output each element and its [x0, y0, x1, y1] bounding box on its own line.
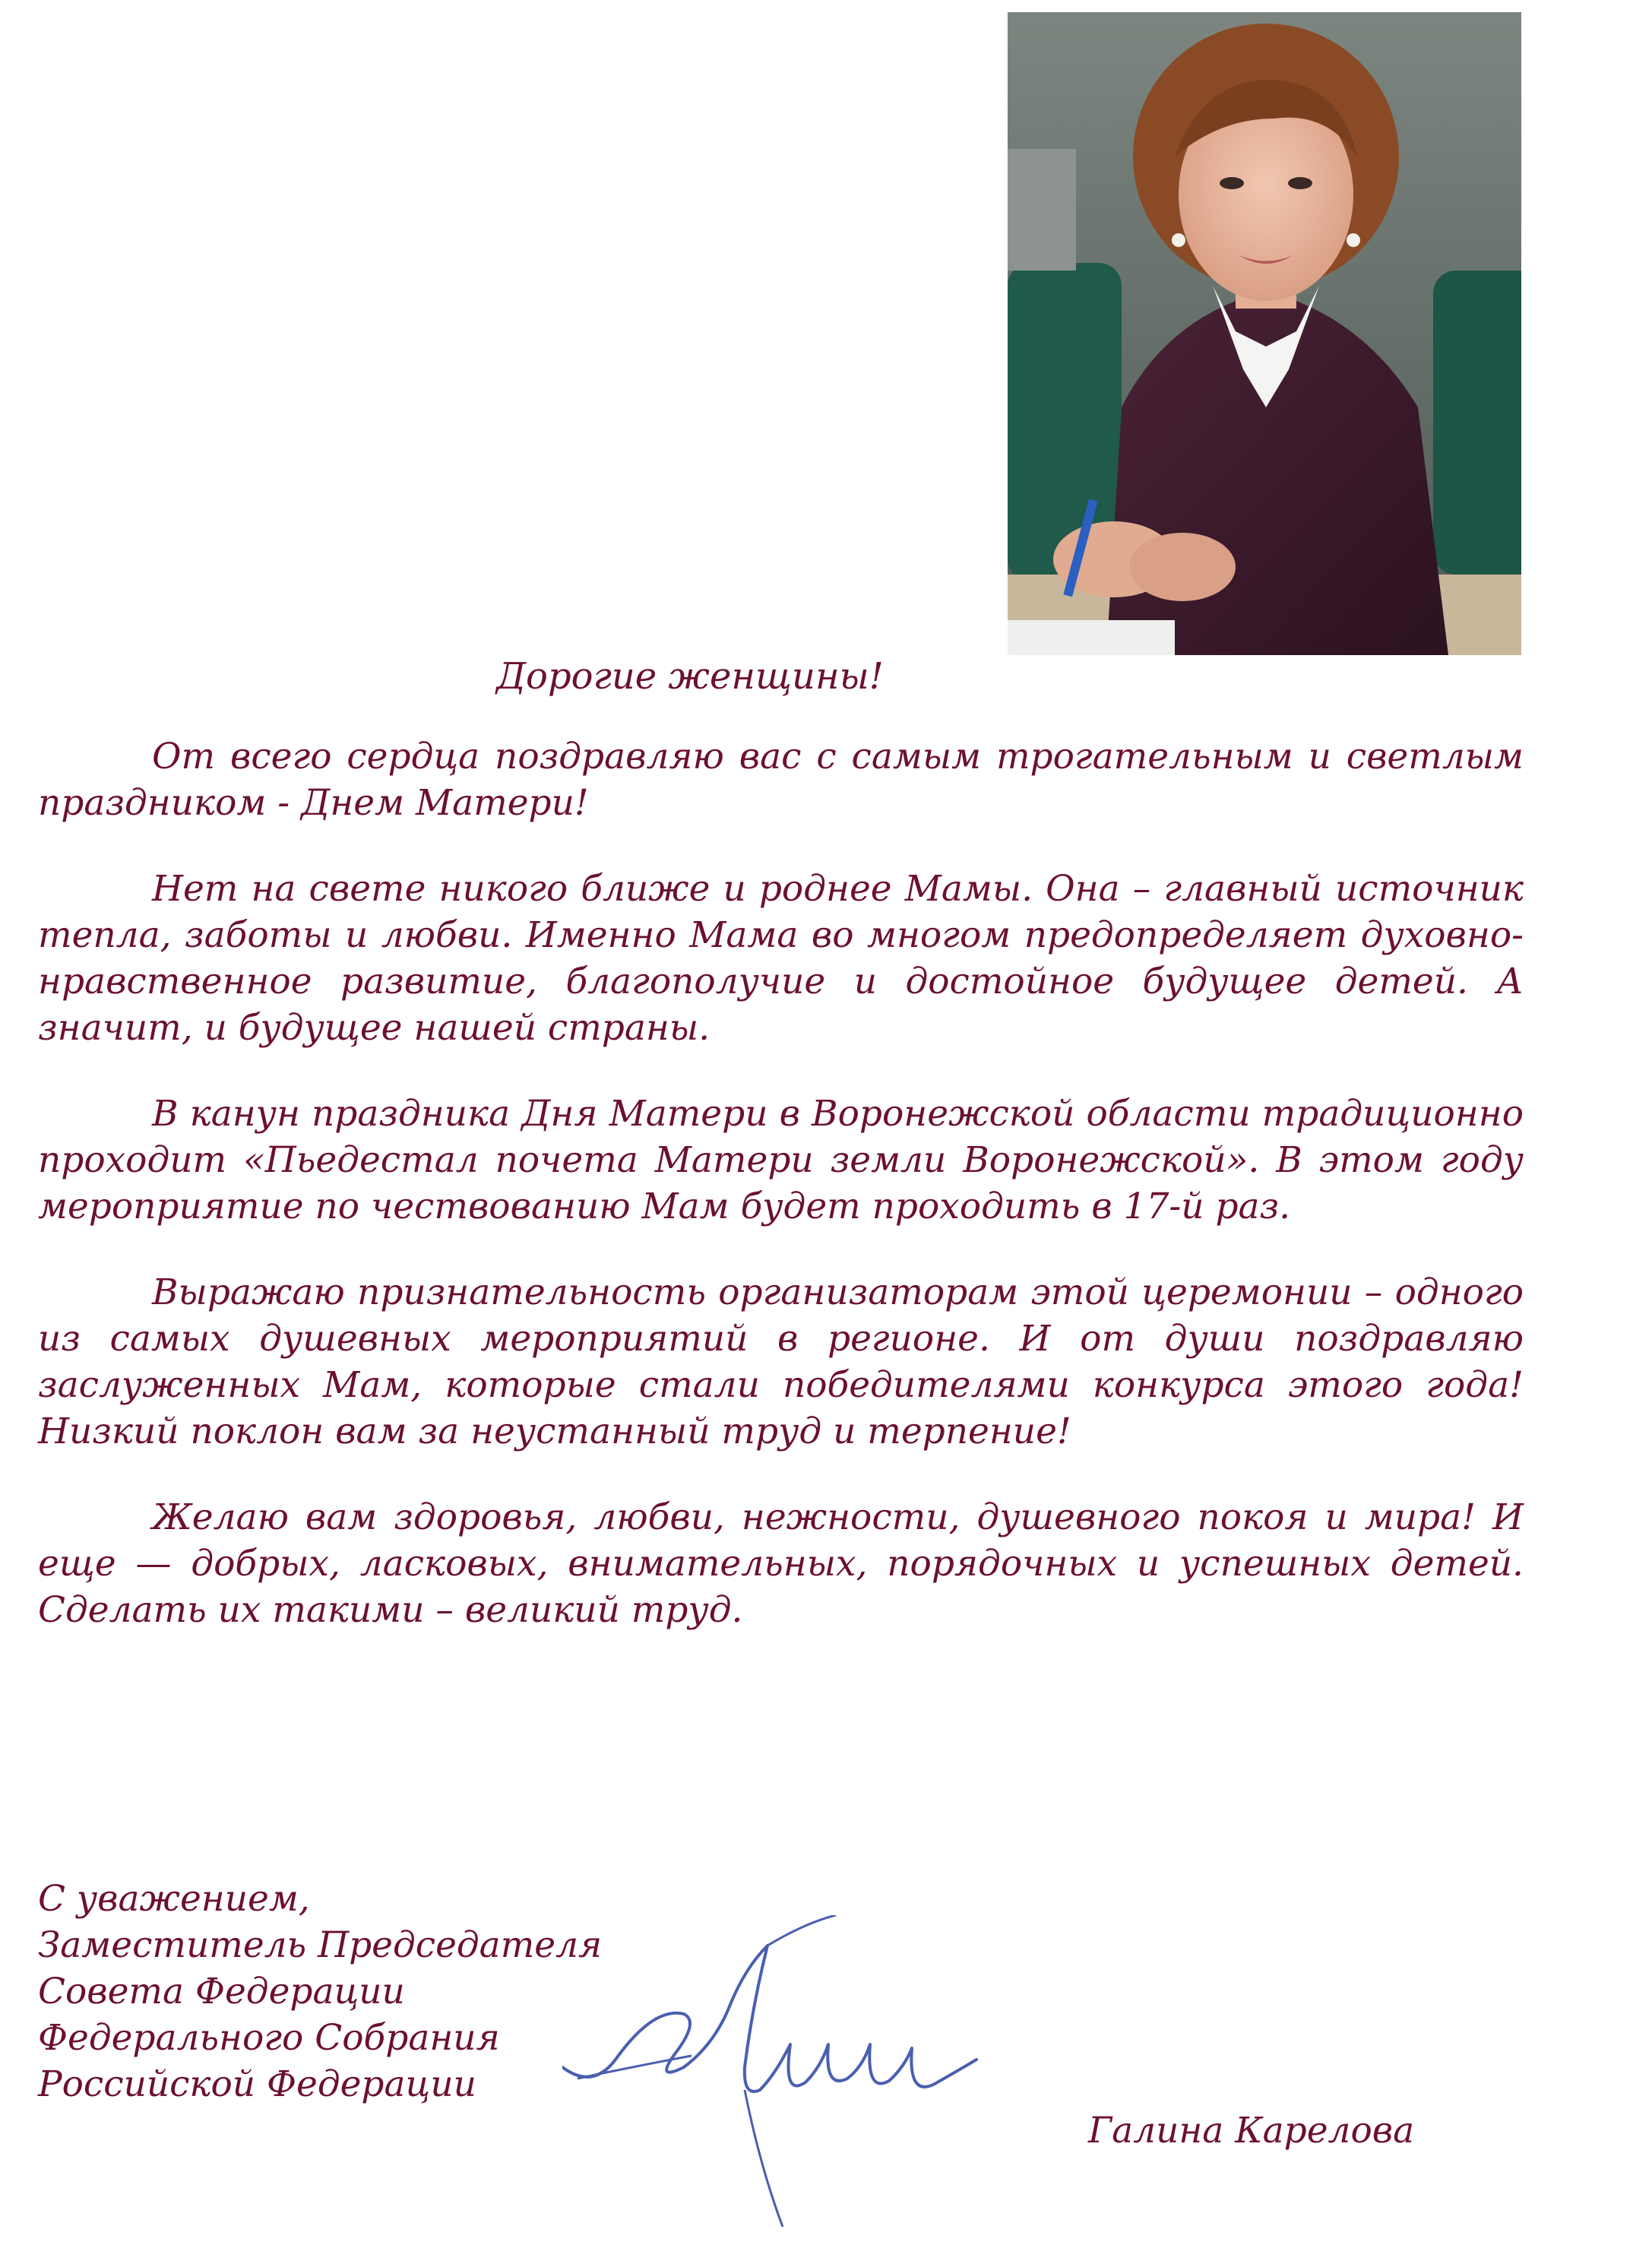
- signer-title: Совета Федерации: [38, 1971, 405, 2012]
- paragraph: В канун праздника Дня Матери в Воронежской области традиционно проходит «Пьедестал почета Матери земли Воронежской». В этом году мероприятие по чествованию Мам будет проходить в 17-й раз.: [38, 1093, 1524, 1227]
- signer-title: Российской Федерации: [38, 2063, 476, 2105]
- portrait-illustration: [1008, 12, 1521, 655]
- paragraph: Выражаю признательность организаторам этой церемонии – одного из самых душевных мероприятий в регионе. И от души поздравляю заслуженных Мам, которые стали победителями конкурса этого года! Низкий поклон вам за неустанный труд и терпение!: [38, 1271, 1524, 1452]
- signer-title: Федерального Собрания: [38, 2017, 500, 2059]
- paragraph: Желаю вам здоровья, любви, нежности, душевного покоя и мира! И еще — добрых, ласковых, внимательных, порядочных и успешных детей. Сделать их такими – великий труд.: [38, 1496, 1524, 1631]
- portrait-photo: [1008, 12, 1521, 655]
- closing-line: С уважением,: [38, 1878, 310, 1920]
- closing-block: [38, 1876, 602, 2107]
- letter-body: [38, 733, 1524, 1673]
- signer-title: Заместитель Председателя: [38, 1924, 603, 1966]
- handwritten-signature: [562, 1915, 988, 2234]
- signer-name: Галина Карелова: [1088, 2110, 1415, 2152]
- paragraph: От всего сердца поздравляю вас с самым трогательным и светлым праздником - Днем Матери!: [38, 736, 1524, 824]
- letter-greeting: Дорогие женщины!: [496, 655, 884, 698]
- paragraph: Нет на свете никого ближе и роднее Мамы. Она – главный источник тепла, заботы и любви. Именно Мама во многом предопределяет духовно-нравственное развитие, благополучие и достойное будущее детей. А значит, и будущее нашей страны.: [38, 868, 1524, 1049]
